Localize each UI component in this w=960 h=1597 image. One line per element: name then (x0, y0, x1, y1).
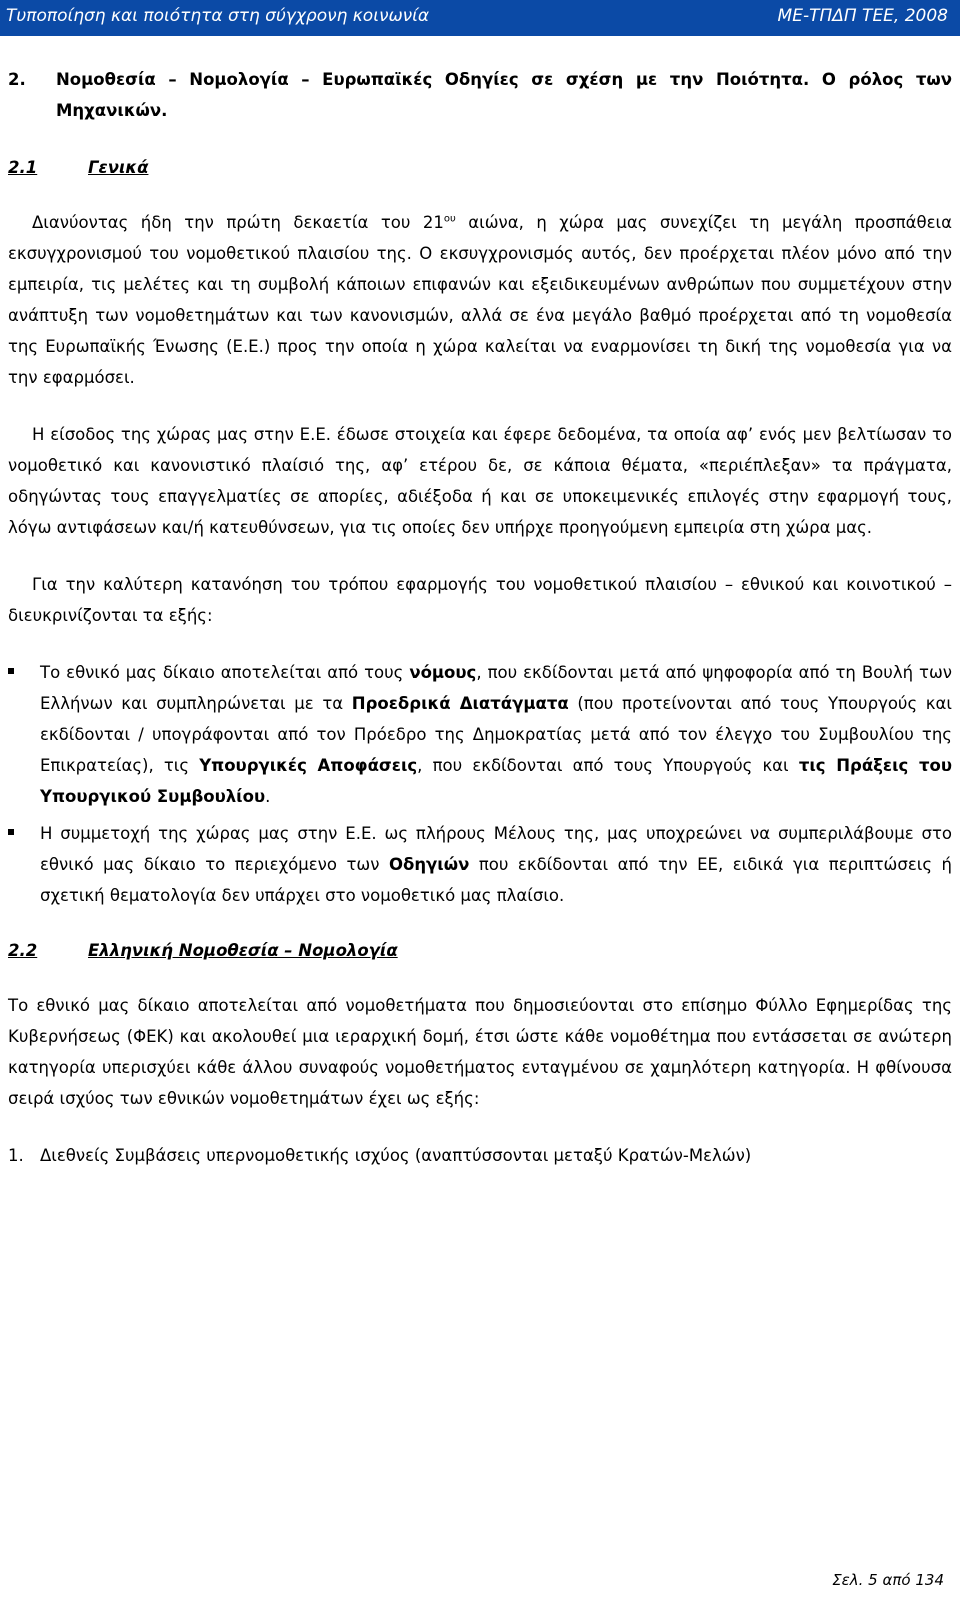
item-bold-text: Υπουργικές Αποφάσεις (199, 756, 418, 775)
superscript-ordinal: ου (443, 213, 456, 225)
square-bullet-icon (8, 829, 14, 835)
item-text: (που προτείνονται από τους Υπουργούς και εκδίδονται / υπογράφονται από τον Πρόεδρο της Δημοκρατίας μετά από τον έλεγχο του Συμβουλίου της Επικρατείας), τις (40, 694, 952, 775)
item-text: που εκδίδονται από την ΕΕ, ειδικά για περιπτώσεις ή σχετική θεματολογία δεν υπάρχει στο νομοθετικό μας πλαίσιο. (40, 855, 952, 905)
paragraph-text: Διανύοντας ήδη την πρώτη δεκαετία του 21 (32, 213, 444, 232)
subsection-heading-general (8, 152, 952, 183)
section-heading (8, 64, 952, 126)
document-body (8, 64, 952, 1171)
subsection-title: Γενικά (88, 158, 149, 177)
section-title: Νομοθεσία – Νομολογία – Ευρωπαϊκές Οδηγίες σε σχέση με την Ποιότητα. Ο ρόλος των Μηχανικών. (56, 70, 952, 120)
numbered-list (8, 1140, 952, 1171)
item-bold-text: Προεδρικά Διατάγματα (351, 694, 569, 713)
item-bold-text: νόμους (409, 663, 477, 682)
list-item (8, 818, 952, 911)
list-item-text: Διεθνείς Συμβάσεις υπερνομοθετικής ισχύος (αναπτύσσονται μεταξύ Κρατών-Μελών) (40, 1146, 752, 1165)
header-title: Τυποποίηση και ποιότητα στη σύγχρονη κοινωνία (6, 6, 430, 26)
item-bold-text: τις Πράξεις του Υπουργικού Συμβουλίου (40, 756, 952, 806)
item-text: . (265, 787, 271, 806)
subsection-title: Ελληνική Νομοθεσία – Νομολογία (88, 941, 398, 960)
item-text: Το εθνικό μας δίκαιο αποτελείται από τους (40, 663, 410, 682)
paragraph-eu-entry: Η είσοδος της χώρας μας στην Ε.Ε. έδωσε στοιχεία και έφερε δεδομένα, τα οποία αφ’ ενός μεν βελτίωσαν το νομοθετικό και κανονιστικό πλαίσιό της, αφ’ ετέρου δε, σε κάποια θέματα, «περιέπλεξαν» τα πράγματα, οδηγώντας τους επαγγελματίες σε απορίες, αδιέξοδα ή και σε υποκειμενικές επιλογές στην εφαρμογή τους, λόγω αντιφάσεων και/ή κατευθύνσεων, για τις οποίες δεν υπήρχε προηγούμενη εμπειρία στη χώρα μας. (8, 425, 952, 537)
page-number: Σελ. 5 από 134 (832, 1571, 944, 1589)
paragraph-national-law: Το εθνικό μας δίκαιο αποτελείται από νομοθετήματα που δημοσιεύονται στο επίσημο Φύλλο Εφημερίδας της Κυβερνήσεως (ΦΕΚ) και ακολουθεί μια ιεραρχική δομή, έτσι ώστε κάθε νομοθέτημα που εντάσσεται σε ανώτερη κατηγορία υπερισχύει κάθε άλλου συναφούς νομοθετήματος ενταγμένου σε χαμηλότερη κατηγορία. Η φθίνουσα σειρά ισχύος των εθνικών νομοθετημάτων έχει ως εξής: (8, 996, 952, 1108)
bullet-list (8, 657, 952, 911)
square-bullet-icon (8, 668, 14, 674)
subsection-heading-greek-law (8, 935, 952, 966)
list-number: 1. (8, 1146, 24, 1165)
list-item (8, 1140, 952, 1171)
paragraph-intro (8, 207, 952, 393)
paragraph-framework: Για την καλύτερη κατανόηση του τρόπου εφαρμογής του νομοθετικού πλαισίου – εθνικού και κοινοτικού – διευκρινίζονται τα εξής: (8, 575, 952, 625)
running-header (0, 0, 960, 36)
list-item (8, 657, 952, 812)
subsection-number: 2.2 (8, 941, 38, 960)
section-number: 2. (8, 70, 26, 89)
item-bold-text: Οδηγιών (388, 855, 470, 874)
paragraph-text: αιώνα, η χώρα μας συνεχίζει τη μεγάλη προσπάθεια εκσυγχρονισμού του νομοθετικού πλαισίου της. Ο εκσυγχρονισμός αυτός, δεν προέρχεται πλέον μόνο από την εμπειρία, τις μελέτες και τη συμβολή κάποιων επιφανών και εξειδικευμένων ανθρώπων που συμμετέχουν στην ανάπτυξη των νομοθετημάτων και των κανονισμών, αλλά σε ένα μεγάλο βαθμό προέρχεται από τη νομοθεσία της Ευρωπαϊκής Ένωσης (Ε.Ε.) προς την οποία η χώρα καλείται να εναρμονίσει τη δική της νομοθεσία για να την εφαρμόσει. (8, 213, 952, 387)
item-text: Η συμμετοχή της χώρας μας στην Ε.Ε. ως πλήρους Μέλους της, μας υποχρεώνει να συμπεριλάβουμε στο εθνικό μας δίκαιο το περιεχόμενο των (40, 824, 952, 874)
subsection-number: 2.1 (8, 158, 38, 177)
item-text: , που εκδίδονται μετά από ψηφοφορία από τη Βουλή των Ελλήνων και συμπληρώνεται με τα (40, 663, 952, 713)
item-text: , που εκδίδονται από τους Υπουργούς και (417, 756, 799, 775)
header-publisher: ΜΕ-ΤΠΔΠ ΤΕΕ, 2008 (777, 6, 948, 26)
